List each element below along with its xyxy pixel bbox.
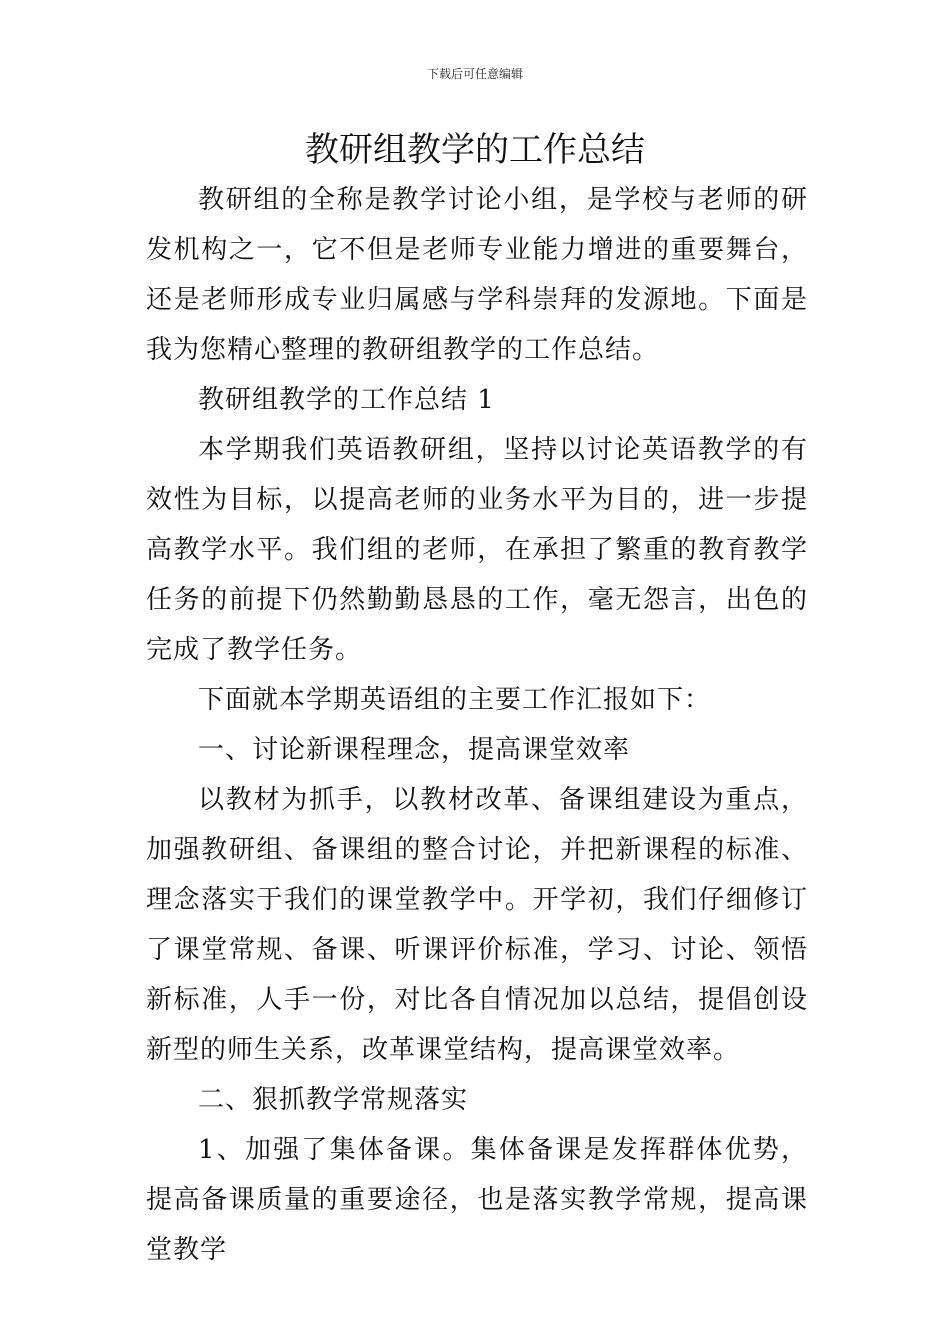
intro-paragraph: 教研组的全称是教学讨论小组，是学校与老师的研发机构之一，它不但是老师专业能力增进的重要舞台，还是老师形成专业归属感与学科崇拜的发源地。下面是我为您精心整理的教研组教学的工作总结。 — [146, 185, 808, 365]
report-intro-paragraph: 下面就本学期英语组的主要工作汇报如下： — [198, 685, 712, 715]
collective-prep-paragraph: 1、加强了集体备课。集体备课是发挥群体优势，提高备课质量的重要途径，也是落实教学常规，提高课堂教学 — [146, 1135, 808, 1265]
subheading-one: 一、讨论新课程理念，提高课堂效率 — [198, 735, 631, 765]
header-note: 下载后可任意编辑 — [426, 67, 523, 81]
curriculum-paragraph: 以教材为抓手，以教材改革、备课组建设为重点，加强教研组、备课组的整合讨论，并把新课程的标准、理念落实于我们的课堂教学中。开学初，我们仔细修订了课堂常规、备课、听课评价标准，学习、讨论、领悟新标准，人手一份，对比各自情况加以总结，提倡创设新型的师生关系，改革课堂结构，提高课堂效率。 — [146, 785, 808, 1065]
section-heading-1: 教研组教学的工作总结 1 — [198, 385, 495, 415]
subheading-two: 二、狠抓教学常规落实 — [198, 1085, 469, 1115]
semester-paragraph: 本学期我们英语教研组，坚持以讨论英语教学的有效性为目标，以提高老师的业务水平为目的，进一步提高教学水平。我们组的老师，在承担了繁重的教育教学任务的前提下仍然勤勤恳恳的工作，毫无怨言，出色的完成了教学任务。 — [146, 435, 808, 665]
document-body — [146, 175, 808, 1275]
document-title: 教研组教学的工作总结 — [305, 130, 645, 170]
